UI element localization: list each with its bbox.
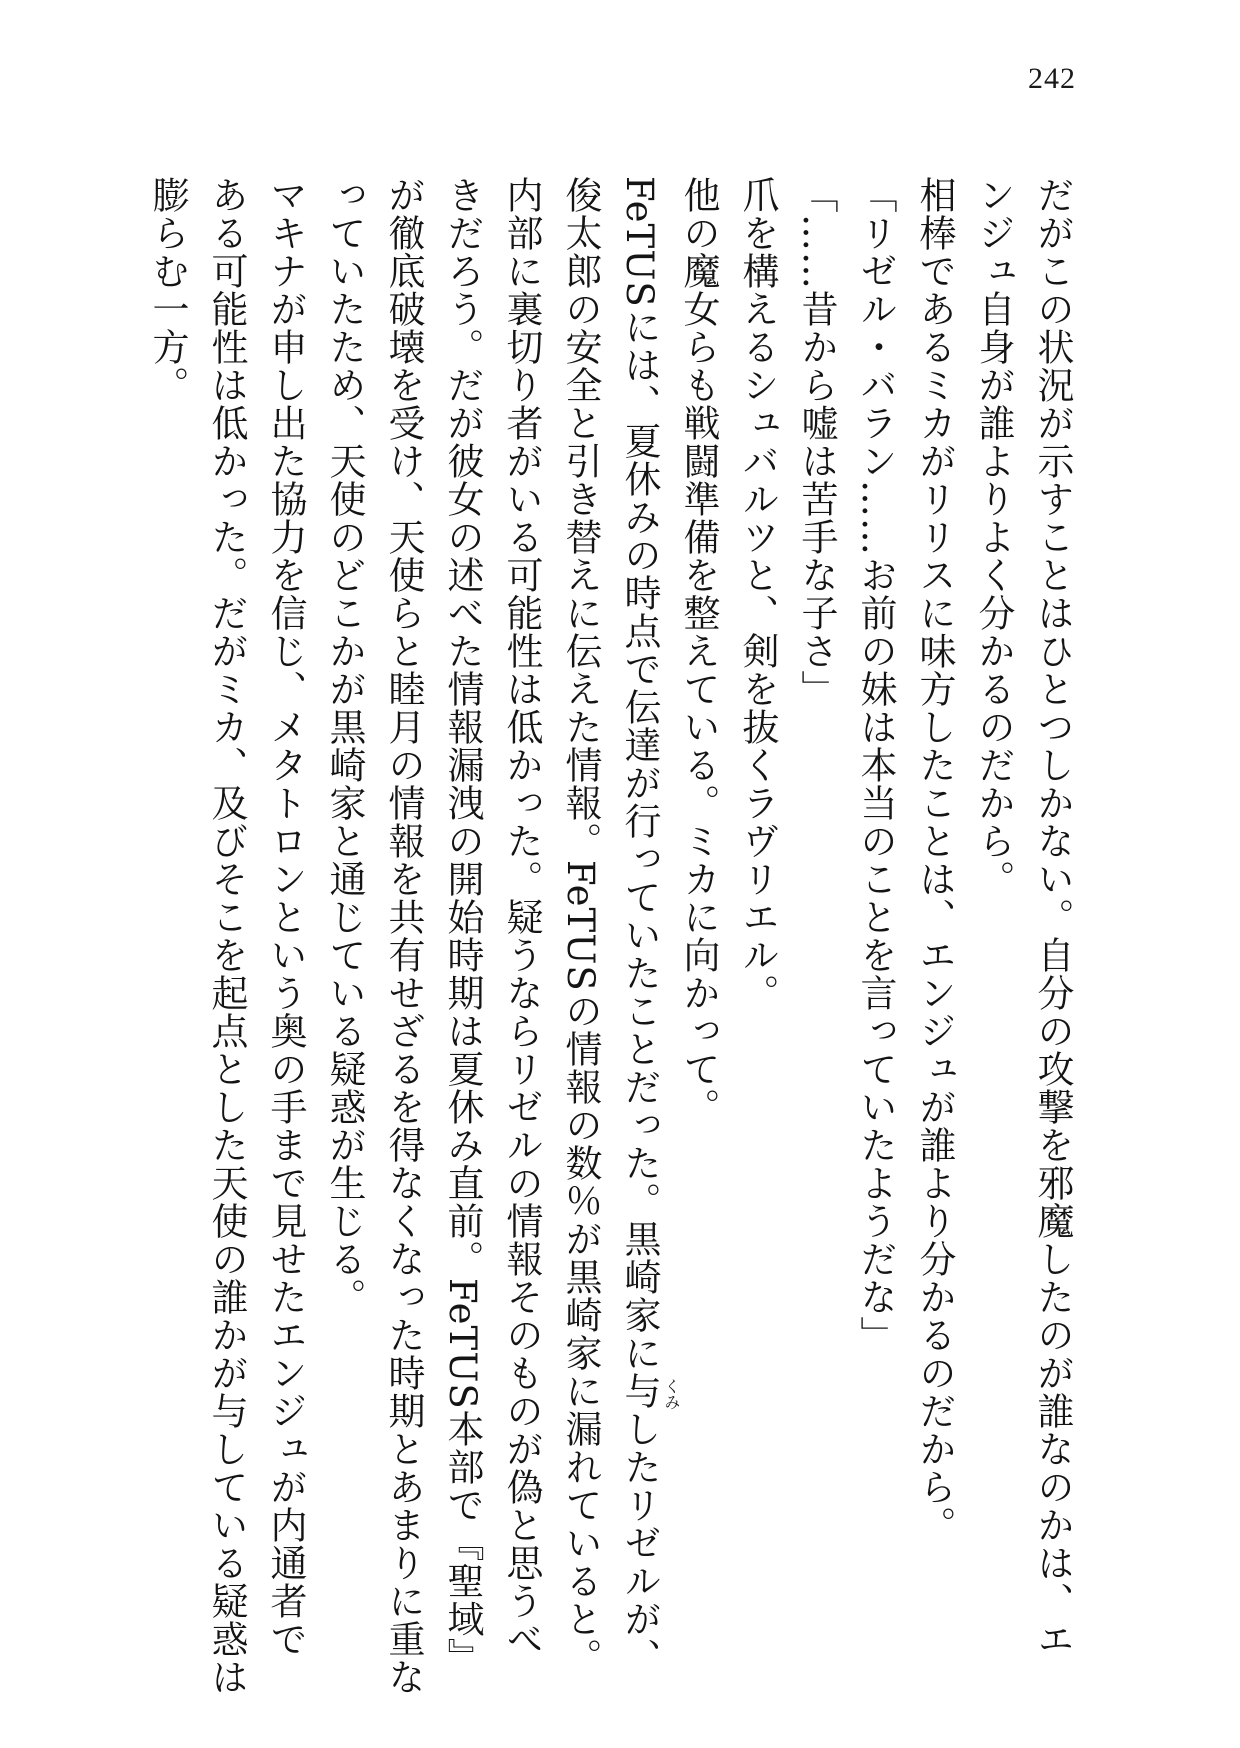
text-line: っていたため、天使のどこかが黒崎家と通じている疑惑が生じる。 [323, 176, 366, 1316]
text-line: マキナが申し出た協力を信じ、メタトロンという奥の手まで見せたエンジュが内通者で [264, 176, 307, 1658]
text-line-segment: FeTUSには、夏休みの時点で伝達が行っていたことだった。黒崎家に [618, 176, 661, 1372]
text-line: 内部に裏切り者がいる可能性は低かった。疑うならリゼルの情報そのものが偽と思うべ [500, 176, 543, 1658]
text-line: 膨らむ一方。 [146, 176, 189, 404]
page-number: 242 [1028, 62, 1076, 95]
text-line: ンジュ自身が誰よりよく分かるのだから。 [972, 176, 1015, 898]
text-line: 俊太郎の安全と引き替えに伝えた情報。FeTUSの情報の数％が黒崎家に漏れていると。 [559, 176, 602, 1676]
text-line: 相棒であるミカがリリスに味方したことは、エンジュが誰より分かるのだから。 [913, 176, 956, 1544]
ruby-base-char: 与 [618, 1371, 661, 1410]
text-line: きだろう。だが彼女の述べた情報漏洩の開始時期は夏休み直前。FeTUS本部で『聖域』 [441, 176, 484, 1676]
text-line: ある可能性は低かった。だがミカ、及びそこを起点とした天使の誰かが与している疑惑は [205, 176, 248, 1696]
text-line-with-ruby [610, 176, 681, 1676]
text-line-segment: したリゼルが、 [618, 1409, 661, 1676]
text-line: 爪を構えるシュバルツと、剣を抜くラヴリエル。 [736, 176, 779, 1012]
text-line: 他の魔女らも戦闘準備を整えている。ミカに向かって。 [677, 176, 720, 1126]
text-line: 「……昔から嘘は苦手な子さ」 [795, 176, 838, 708]
text-line: が徹底破壊を受け、天使らと睦月の情報を共有せざるを得なくなった時期とあまりに重な [382, 176, 425, 1696]
body-text [138, 176, 1082, 1696]
ruby-reading: くみ [662, 1377, 681, 1410]
ruby-base [618, 1371, 681, 1410]
text-line: だがこの状況が示すことはひとつしかない。自分の攻撃を邪魔したのが誰なのかは、エ [1031, 176, 1074, 1658]
text-line: 「リゼル・バラン……お前の妹は本当のことを言っていたようだな」 [854, 176, 897, 1354]
